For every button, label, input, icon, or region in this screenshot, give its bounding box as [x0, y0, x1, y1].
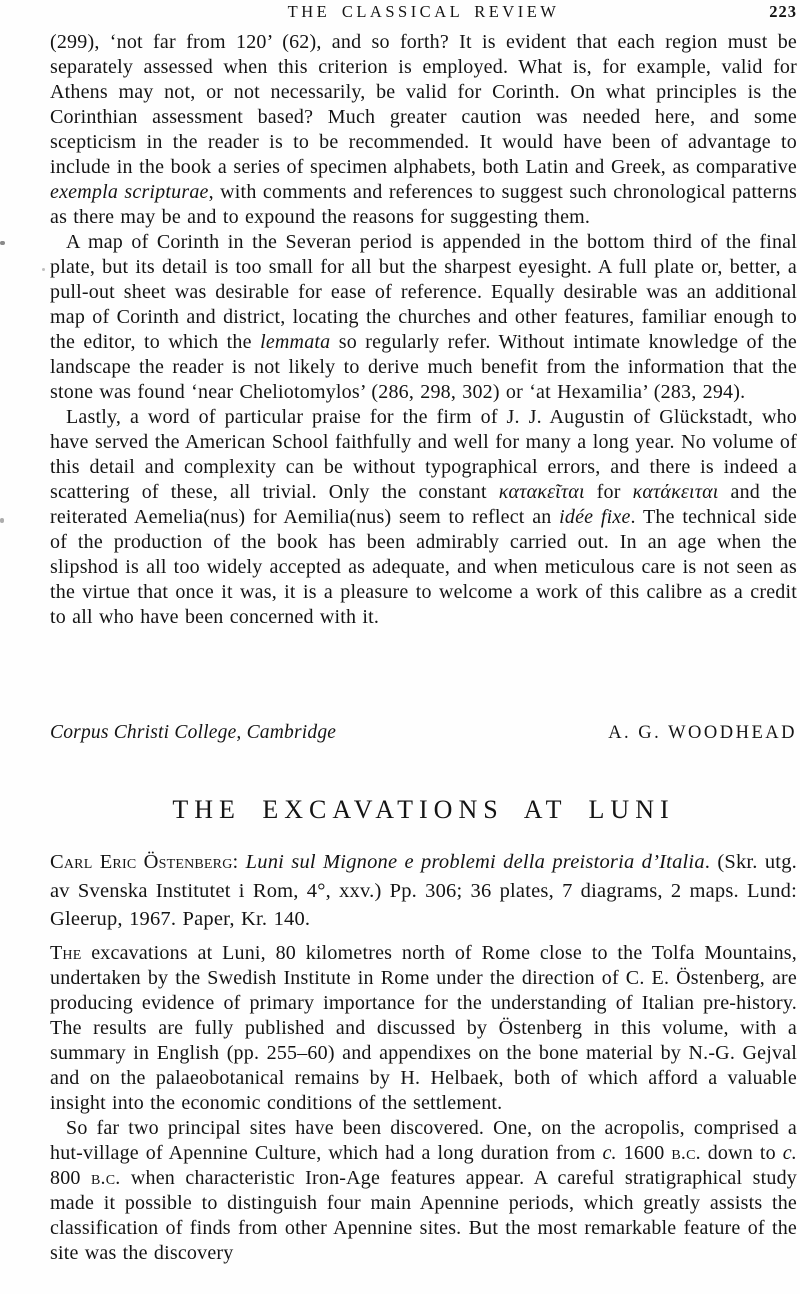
- bibliography-entry: Carl Eric Östenberg: Luni sul Mignone e problemi della preistoria d’Italia. (Skr. utg. av Svenska Institutet i Rom, 4°, xxv.) Pp. 306; 36 plates, 7 diagrams, 2 maps. Lund: Gleerup, 1967. Paper, Kr. 140.: [50, 851, 797, 930]
- reviewer-affiliation: Corpus Christi College, Cambridge: [50, 722, 337, 743]
- scan-artifact: [42, 268, 45, 271]
- page-number: 223: [769, 2, 797, 21]
- scan-artifact: [0, 518, 4, 523]
- section-title: THE EXCAVATIONS AT LUNI: [172, 795, 675, 824]
- paragraph: A map of Corinth in the Severan period is appended in the bottom third of the final plate, but its detail is too small for all but the sharpest eyesight. A full plate or, better, a pull-out sheet was desirable for ease of reference. Equally desirable was an additional map of Corinth and district, locating the churches and other features, familiar enough to the editor, to which the lemmata so regularly refer. Without intimate knowledge of the landscape the reader is not likely to derive much benefit from the information that the stone was found ‘near Cheliotomylos’ (286, 298, 302) or ‘at Hexamilia’ (283, 294).: [50, 231, 798, 403]
- review-luni-body: [50, 941, 797, 1266]
- paragraph: The excavations at Luni, 80 kilometres north of Rome close to the Tolfa Mountains, undertaken by the Swedish Institute in Rome under the direction of C. E. Östenberg, are producing evidence of primary importance for the understanding of Italian pre-history. The results are fully published and discussed by Östenberg in this volume, with a summary in English (pp. 255–60) and appendixes on the bone material by N.-G. Gejval and on the palaeobotanical remains by H. Helbaek, both of which afford a valuable insight into the economic conditions of the settlement.: [50, 942, 797, 1114]
- paragraph: Lastly, a word of particular praise for the firm of J. J. Augustin of Glückstadt, who have served the American School faithfully and well for many a long year. No volume of this detail and complexity can be without typographical errors, and there is indeed a scattering of these, all trivial. Only the constant κατακεῖται for κατάκειται and the reiterated Aemelia(nus) for Aemilia(nus) seem to reflect an idée fixe. The technical side of the production of the book has been admirably carried out. In an age when the slipshod is all too widely accepted as adequate, and when meticulous care is not seen as the virtue that once it was, it is a pleasure to welcome a work of this calibre as a credit to all who have been concerned with it.: [50, 406, 797, 628]
- review-signoff: [50, 722, 797, 744]
- review-woodhead-body: [50, 30, 797, 630]
- reviewer-name: A. G. WOODHEAD: [608, 723, 797, 743]
- scan-artifact: [0, 241, 5, 245]
- paragraph: (299), ‘not far from 120’ (62), and so forth? It is evident that each region must be separately assessed when this criterion is employed. What is, for example, valid for Athens may not, or not necessarily, be valid for Corinth. On what principles is the Corinthian assessment based? Much greater caution was needed here, and some scepticism in the reader is to be recommended. It would have been of advantage to include in the book a series of specimen alphabets, both Latin and Greek, as comparative exempla scripturae, with comments and references to suggest such chronological patterns as there may be and to expound the reasons for suggesting them.: [50, 31, 798, 228]
- running-head: [50, 2, 797, 26]
- paragraph: So far two principal sites have been discovered. One, on the acropolis, comprised a hut-village of Apennine Culture, which had a long duration from c. 1600 b.c. down to c. 800 b.c. when characteristic Iron-Age features appear. A careful stratigraphical study made it possible to distinguish four main Apennine periods, which greatly assists the classification of finds from other Apennine sites. But the most remarkable feature of the site was the discovery: [50, 1117, 797, 1264]
- journal-title: THE CLASSICAL REVIEW: [287, 2, 560, 21]
